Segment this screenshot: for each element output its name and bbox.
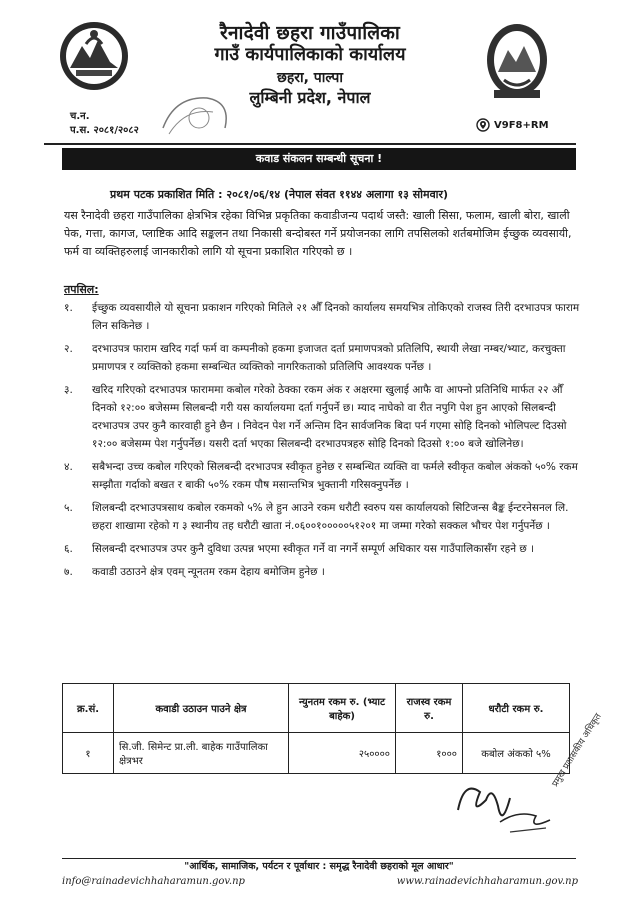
col-header-serial: क्र.सं. xyxy=(63,684,114,733)
cell-area: सि.जी. सिमेन्ट प्रा.ली. बाहेक गाउँपालिका क्षेत्रभर xyxy=(114,733,289,774)
col-header-min-amount: न्युनतम रकम रु. (भ्याट बाहेक) xyxy=(289,684,396,733)
item-text: सिलबन्दी दरभाउपत्र उपर कुनै दुविधा उत्पन्न भएमा स्वीकृत गर्ने वा नगर्ने सम्पूर्ण अधिकार यस गाउँपालिकासँग रहने छ । xyxy=(92,543,535,555)
published-date: प्रथम पटक प्रकाशित मिति : २०८१/०६/१४ (नेपाल संवत ११४४ अलागा १३ सोमवार) xyxy=(110,188,449,201)
col-header-revenue: राजस्व रकम रु. xyxy=(396,684,463,733)
notice-title-banner: कवाड संकलन सम्बन्धी सूचना ! xyxy=(62,148,576,170)
table-row xyxy=(63,733,570,774)
office-name: गाउँ कार्यपालिकाको कार्यालय xyxy=(214,44,406,65)
list-item xyxy=(64,499,586,535)
cell-revenue: १००० xyxy=(396,733,463,774)
municipality-logo-icon xyxy=(484,20,550,102)
item-text: शिलबन्दी दरभाउपत्रसाथ कबोल रकमको ५% ले हुन आउने रकम धरौटी स्वरुप यस कार्यालयको सिटिजन्स बैङ्क ईन्टरनेसनल लि. छहरा शाखामा रहेको ग ३ स्थानीय तह धरौटी खाता नं.०६००१०००००५१२०१ मा जम्मा गरेको सक्कल भौचर पेश गर्नुपर्नेछ । xyxy=(92,502,569,532)
signatory-title: प्रमुख प्रशासकीय अधिकृत xyxy=(550,711,604,789)
item-text: दरभाउपत्र फाराम खरिद गर्दा फर्म वा कम्पनीको हकमा इजाजत दर्ता प्रमाणपत्रको प्रतिलिपि, स्थायी लेखा नम्बर/भ्याट, करचुक्ता प्रमाणपत्र र व्यक्तिको हकमा सम्बन्धित व्यक्तिको नागरिकताको प्रतिलिपि आवश्यक पर्नेछ । xyxy=(92,343,566,373)
intro-paragraph: यस रैनादेवी छहरा गाउँपालिका क्षेत्रभित्र रहेका विभिन्न प्रकृतिका कवाडीजन्य पदार्थ जस्तै: खाली सिसा, फलाम, खाली बोरा, खाली पेक, गत्ता, कागज, प्लाष्टिक आदि सङ्कलन तथा निकासी बन्दोबस्त गर्ने प्रयोजनका लागि तपसिलको शर्तबमोजिम ईच्छुक व्यवसायी, फर्म वा व्यक्तिहरुलाई जानकारीको लागि यो सूचना प्रकाशित गरिएको छ । xyxy=(64,209,572,258)
cell-deposit: कबोल अंकको ५% xyxy=(463,733,570,774)
item-text: खरिद गरिएको दरभाउपत्र फाराममा कबोल गरेको ठेक्का रकम अंक र अक्षरमा खुलाई आफै वा आफ्नो प्रतिनिधि मार्फत २२ औँ दिनको १२:०० बजेसम्म सिलबन्दी गरी यस कार्यालयमा दर्ता गर्नुपर्ने छ। म्याद नाघेको वा रीत नपुगि पेश हुन आएको सिलबन्दी दरभाउपत्र उपर कुनै कारवाही हुने छैन । निवेदन पेश गर्ने अन्तिम दिन सार्वजनिक बिदा पर्न गएमा सोहि दिनको भोलिपल्ट दिउसो १२:०० बजेसम्म पेश गर्नुपर्नेछ। यसरी दर्ता भएका सिलबन्दी दरभाउपत्रहरु सोहि दिनको दिउसो १:०० बजे खोलिनेछ। xyxy=(92,384,567,450)
collection-area-table xyxy=(62,683,570,774)
cell-min-amount: २५०००० xyxy=(289,733,396,774)
list-item xyxy=(64,381,586,453)
municipality-name: रैनादेवी छहरा गाउँपालिका xyxy=(220,22,400,44)
list-item xyxy=(64,458,586,494)
item-number: ६. xyxy=(64,543,73,555)
item-number: ४. xyxy=(64,461,73,473)
website-link[interactable]: www.rainadevichhaharamun.gov.np xyxy=(396,876,578,887)
reference-number: च.न. xyxy=(70,111,90,122)
list-item xyxy=(64,563,586,581)
nepal-emblem-icon xyxy=(56,18,132,94)
item-number: २. xyxy=(64,343,73,355)
table-header-row xyxy=(63,684,570,733)
email-address[interactable]: info@rainadevichhaharamun.gov.np xyxy=(62,876,245,887)
item-number: ५. xyxy=(64,502,73,514)
location-code xyxy=(476,118,549,132)
item-number: ७. xyxy=(64,566,73,578)
map-pin-icon xyxy=(476,118,490,132)
plus-code: V9F8+RM xyxy=(494,119,549,131)
footer-motto: "आर्थिक, सामाजिक, पर्यटन र पूर्वाधार : समृद्ध रैनादेवी छहराको मूल आधार" xyxy=(184,861,454,872)
header-divider xyxy=(44,143,576,145)
col-header-area: कवाडी उठाउन पाउने क्षेत्र xyxy=(114,684,289,733)
terms-list xyxy=(64,299,586,586)
fiscal-year: प.स. २०८१/२०८२ xyxy=(70,125,139,136)
office-address: छहरा, पाल्पा xyxy=(277,70,343,86)
office-stamp-icon xyxy=(155,88,239,144)
item-text: ईच्छुक व्यवसायीले यो सूचना प्रकाशन गरिएको मितिले २१ औँ दिनको कार्यालय समयभित्र तोकिएको राजस्व तिरी दरभाउपत्र फाराम लिन सकिनेछ । xyxy=(92,302,580,332)
item-text: कवाडी उठाउने क्षेत्र एवम् न्यूनतम रकम देहाय बमोजिम हुनेछ । xyxy=(92,566,325,578)
cell-serial: १ xyxy=(63,733,114,774)
col-header-deposit: धरौटी रकम रु. xyxy=(463,684,570,733)
item-number: १. xyxy=(64,302,73,314)
section-label: तपसिल: xyxy=(64,283,99,296)
list-item xyxy=(64,299,586,335)
list-item xyxy=(64,540,586,558)
item-number: ३. xyxy=(64,384,73,396)
list-item xyxy=(64,340,586,376)
item-text: सबैभन्दा उच्च कबोल गरिएको सिलबन्दी दरभाउपत्र स्वीकृत हुनेछ र सम्बन्धित व्यक्ति वा फर्मले स्वीकृत कबोल अंकको ५०% रकम सम्झौता गर्दाको बखत र बाकी ५०% रकम पौष मसान्तभित्र भुक्तानी गरिसक्नुपर्नेछ । xyxy=(92,461,578,491)
province-name: लुम्बिनी प्रदेश, नेपाल xyxy=(249,88,371,107)
